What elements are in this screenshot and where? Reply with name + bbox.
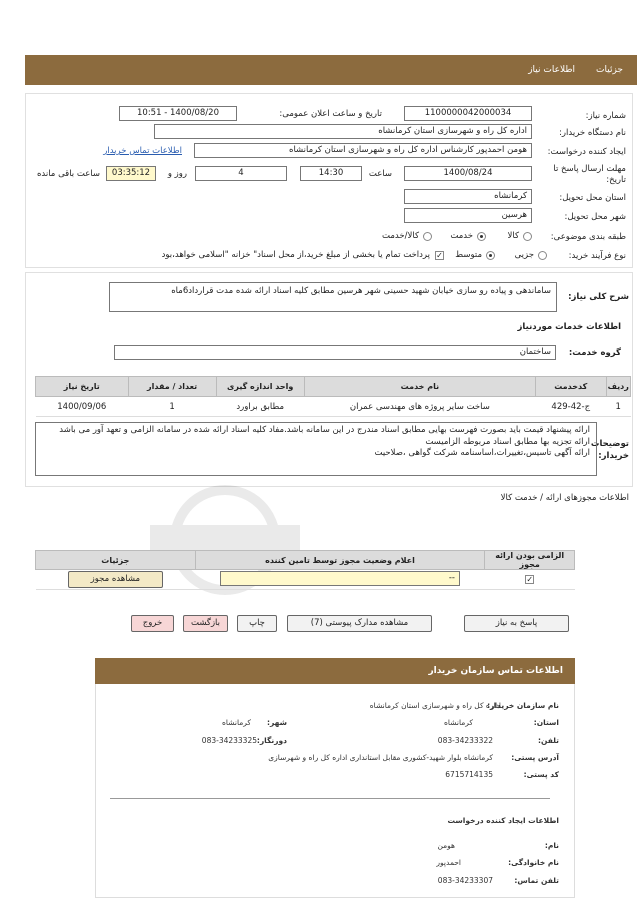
category-option-service: خدمت [450, 231, 473, 241]
table-row [36, 397, 631, 417]
creator-title: اطلاعات ایجاد کننده درخواست [447, 816, 559, 825]
deadline-date-field: 1400/08/24 [404, 166, 532, 181]
days-field: 4 [195, 166, 287, 181]
exit-button[interactable]: خروج [131, 615, 174, 632]
province-field: کرمانشاه [404, 189, 532, 204]
creator-last-name-value: احمدپور [436, 858, 461, 867]
back-button[interactable]: بازگشت [183, 615, 228, 632]
category-radio-service[interactable] [477, 232, 486, 241]
city-label: شهر محل تحویل: [564, 212, 626, 222]
buyer-note-line-1: ارائه پیشنهاد قیمت باید بصورت فهرست بهایی مطابق اسناد مندرج در این سامانه باشد.مفاد کلیه اسناد ارائه شده در سامانه الزامی و تعهد آور می باشد [59, 425, 590, 435]
need-number-label: شماره نیاز: [585, 111, 626, 121]
category-radio-goods[interactable] [523, 232, 532, 241]
creator-phone-label: تلفن تماس: [514, 876, 559, 885]
col-service-name: نام خدمت [304, 377, 535, 397]
licenses-table [35, 550, 575, 590]
payment-note: پرداخت تمام یا بخشی از مبلغ خرید،از محل اسناد" خزانه "اسلامی خواهد،بود [161, 250, 430, 260]
category-radio-goods-service[interactable] [423, 232, 432, 241]
licenses-section-title: اطلاعات مجوزهای ارائه / خدمت کالا [500, 493, 629, 503]
contact-phone-label: تلفن: [537, 736, 559, 745]
creator-first-name-label: نام: [544, 841, 559, 850]
top-nav-bar [25, 55, 637, 85]
view-license-button[interactable]: مشاهده مجوز [68, 571, 163, 588]
buyer-note-line-3: ارائه آگهی تاسیس،تغییرات،اساسنامه شرکت گواهی ،صلاحیت [374, 448, 590, 458]
col-quantity: تعداد / مقدار [128, 377, 216, 397]
announce-label: تاریخ و ساعت اعلان عمومی: [279, 109, 382, 119]
attachments-button[interactable]: مشاهده مدارک پیوستی (7) [287, 615, 432, 632]
col-need-date: تاریخ نیاز [36, 377, 129, 397]
remaining-label: ساعت باقی مانده [36, 169, 100, 179]
col-service-code: کدخدمت [536, 377, 606, 397]
days-label: روز و [167, 169, 187, 179]
creator-phone-value: 083-34233307 [437, 876, 493, 885]
contact-phone-value: 083-34233322 [437, 736, 493, 745]
payment-checkbox[interactable]: ✓ [436, 251, 443, 260]
contact-fax-label: دورنگار: [256, 736, 287, 745]
requester-label: ایجاد کننده درخواست: [547, 147, 626, 157]
license-required-checkbox: ✓ [526, 574, 534, 584]
category-label: طبقه بندی موضوعی: [550, 232, 626, 242]
contact-postal-value: 6715714135 [445, 770, 493, 779]
service-group-field: ساختمان [114, 345, 556, 360]
buyer-org-field: اداره کل راه و شهرسازی استان کرمانشاه [154, 124, 532, 139]
col-license-details: جزئیات [36, 551, 196, 570]
cell-row: 1 [606, 397, 631, 417]
cell-service-name: ساخت سایر پروژه های مهندسی عمران [304, 397, 535, 417]
contact-city-value: کرمانشاه [221, 718, 251, 727]
purchase-radio-minor[interactable] [538, 251, 547, 260]
services-table [35, 376, 631, 417]
col-license-required: الزامی بودن ارائه مجوز [485, 551, 575, 570]
buyer-org-label: نام دستگاه خریدار: [559, 128, 626, 138]
contact-province-value: کرمانشاه [443, 718, 473, 727]
city-field: هرسین [404, 208, 532, 223]
cell-unit: مطابق براورد [216, 397, 304, 417]
service-group-label: گروه خدمت: [568, 348, 621, 358]
creator-last-name-label: نام خانوادگی: [508, 858, 559, 867]
province-label: استان محل تحویل: [559, 193, 626, 203]
services-section-title: اطلاعات خدمات موردنیاز [517, 322, 621, 332]
contact-fax-value: 083-34233325 [201, 736, 257, 745]
contact-postal-label: کد پستی: [523, 770, 559, 779]
contact-divider [110, 798, 550, 799]
purchase-type-label: نوع فرآیند خرید: [568, 251, 626, 261]
reply-button[interactable]: پاسخ به نیاز [464, 615, 569, 632]
category-option-goods-service: کالا/خدمت [382, 231, 419, 241]
category-option-goods: کالا [507, 231, 519, 241]
buyer-notes-box [35, 422, 597, 476]
need-number-field: 1100000042000034 [404, 106, 532, 121]
purchase-option-minor: جزیی [514, 250, 534, 260]
deadline-label: مهلت ارسال پاسخ تا تاریخ: [553, 164, 626, 185]
contact-title: اطلاعات تماس سازمان خریدار [428, 666, 563, 676]
org-name-label: نام سازمان خریدار: [487, 701, 559, 710]
purchase-radio-medium[interactable] [486, 251, 495, 260]
creator-first-name-value: هومن [437, 841, 455, 850]
need-info-panel [25, 93, 633, 268]
table-row [36, 570, 575, 590]
deadline-time-field: 14:30 [300, 166, 362, 181]
col-row: ردیف [606, 377, 631, 397]
cell-quantity: 1 [128, 397, 216, 417]
contact-city-label: شهر: [267, 718, 287, 727]
licenses-table-header [36, 551, 575, 570]
contact-province-label: استان: [533, 718, 559, 727]
services-table-header [36, 377, 631, 397]
contact-address-value: کرمانشاه بلوار شهید-کشوری مقابل استانداری اداره کل راه و شهرسازی [268, 753, 493, 762]
remaining-time-field: 03:35:12 [106, 166, 156, 181]
license-status-field[interactable]: -- [220, 571, 460, 586]
summary-label: شرح کلی نیاز: [568, 292, 629, 302]
cell-service-code: ج-42-429 [536, 397, 606, 417]
announce-field: 1400/08/20 - 10:51 [119, 106, 237, 121]
purchase-option-medium: متوسط [455, 250, 482, 260]
buyer-contact-link[interactable]: اطلاعات تماس خریدار [103, 146, 182, 156]
col-license-status: اعلام وضعیت مجوز توسط تامین کننده [195, 551, 485, 570]
contact-header [95, 658, 575, 684]
buyer-notes-label: توضیحات خریدار: [590, 439, 629, 461]
print-button[interactable]: چاپ [237, 615, 277, 632]
summary-box: ساماندهی و پیاده رو سازی خیابان شهید حسینی شهر هرسین مطابق کلیه اسناد ارائه شده مدت قرارداد6ماه [109, 282, 557, 312]
buyer-note-line-2: ارائه تجزیه بها مطابق اسناد مربوطه الزامیست [425, 436, 590, 447]
nav-need-info-link[interactable]: اطلاعات نیاز [528, 65, 575, 75]
requester-field: هومن احمدپور کارشناس اداره کل راه و شهرسازی استان کرمانشاه [194, 143, 532, 158]
contact-address-label: آدرس پستی: [511, 753, 559, 762]
col-unit: واحد اندازه گیری [216, 377, 304, 397]
contact-body [95, 684, 575, 898]
nav-details-link[interactable]: جزئیات [596, 65, 623, 75]
cell-need-date: 1400/09/06 [36, 397, 129, 417]
org-name-value: اداره کل راه و شهرسازی استان کرمانشاه [369, 701, 501, 710]
time-label: ساعت [368, 169, 392, 179]
